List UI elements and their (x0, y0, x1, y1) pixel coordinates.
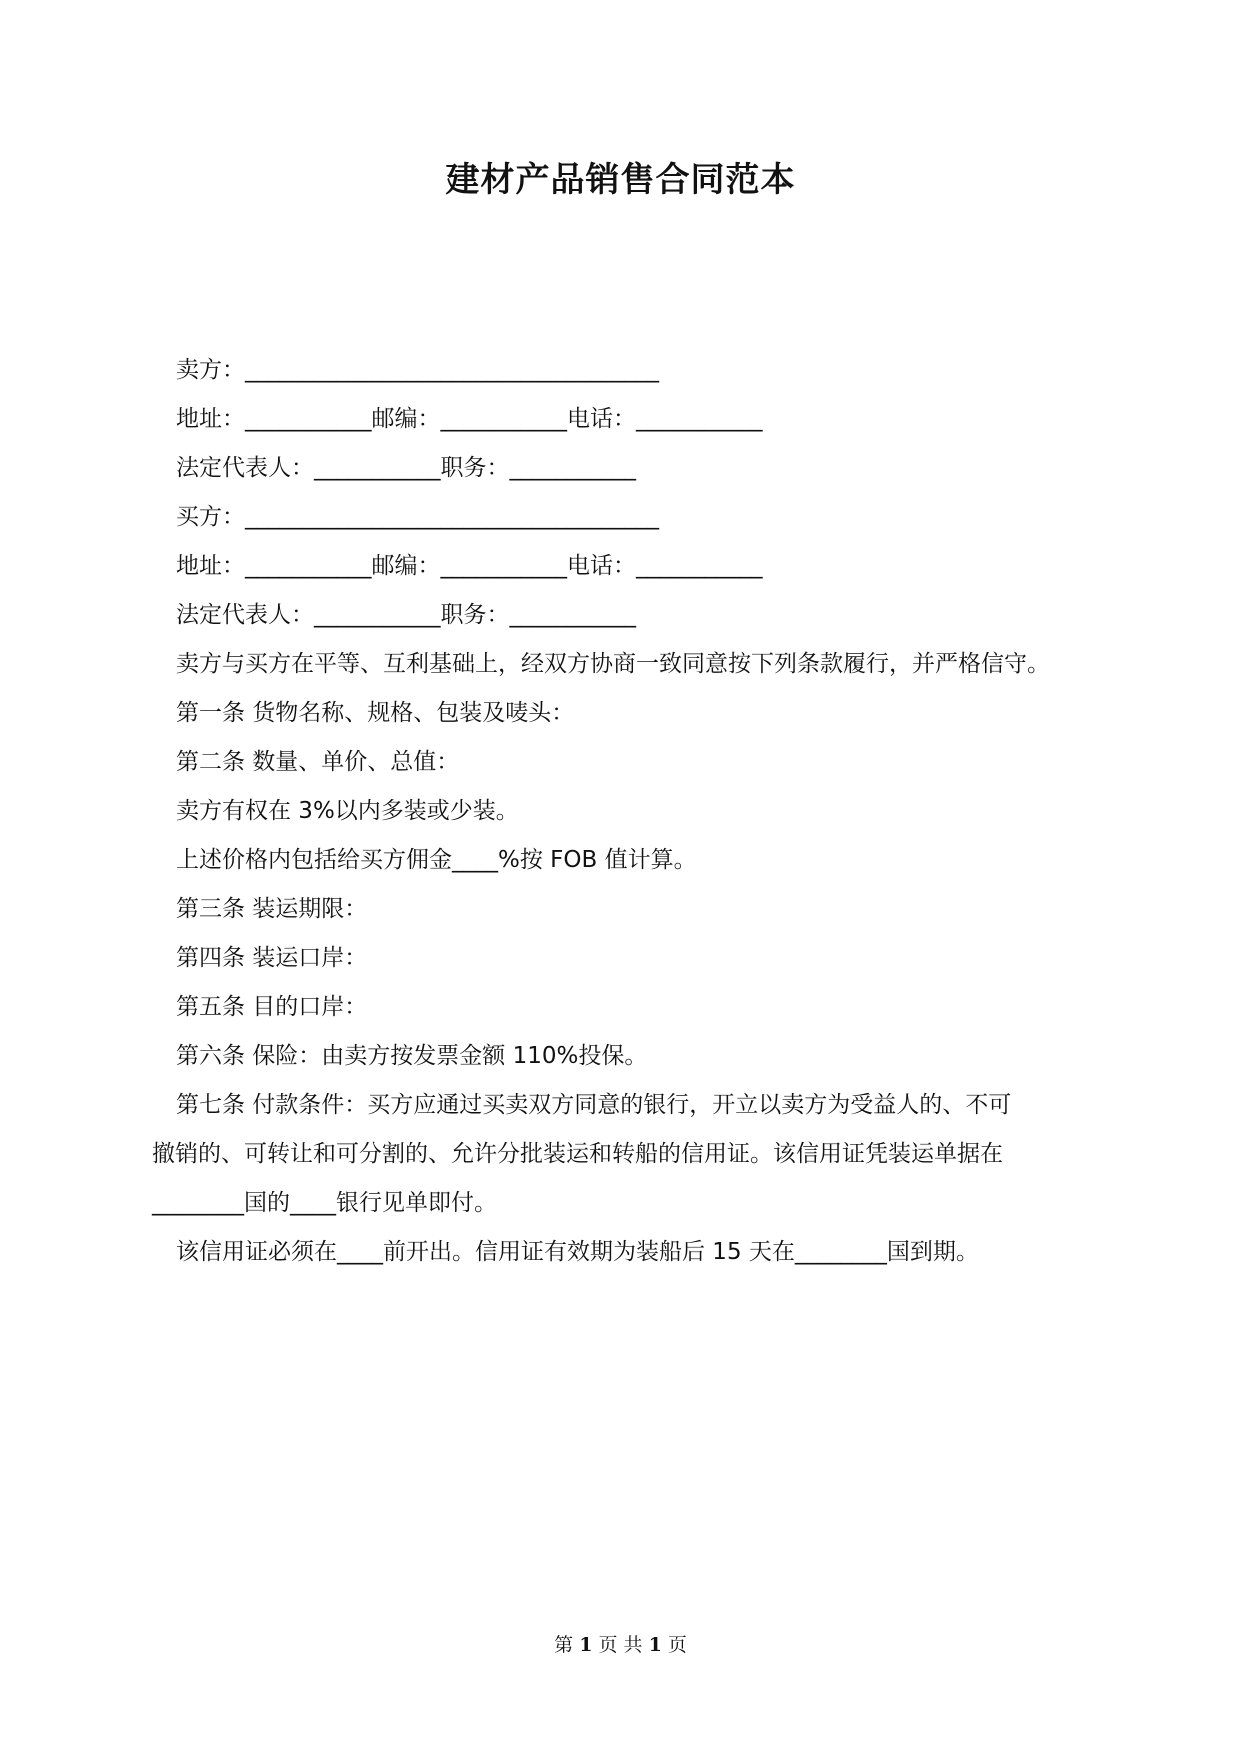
footer-suffix: 页 (661, 1634, 687, 1656)
seller-representative-line: 法定代表人：___________职务：___________ (176, 455, 636, 481)
document-title: 建材产品销售合同范本 (445, 160, 796, 200)
clause-7-bank-line: ________国的____银行见单即付。 (152, 1190, 497, 1216)
clause-2-commission: 上述价格内包括给买方佣金____%按 FOB 值计算。 (176, 847, 697, 873)
clause-1: 第一条 货物名称、规格、包装及唛头： (176, 700, 575, 726)
footer-total-pages: 1 (648, 1634, 662, 1656)
footer-page-number: 1 (579, 1634, 593, 1656)
clause-2: 第二条 数量、单价、总值： (176, 749, 460, 775)
seller-address-line: 地址：___________邮编：___________电话：___________ (176, 406, 763, 432)
clause-4: 第四条 装运口岸： (176, 945, 368, 971)
clause-3: 第三条 装运期限： (176, 896, 368, 922)
clause-6: 第六条 保险：由卖方按发票金额 110%投保。 (176, 1043, 648, 1069)
footer-middle: 页 共 (592, 1634, 649, 1656)
buyer-address-line: 地址：___________邮编：___________电话：___________ (176, 553, 763, 579)
preamble-paragraph: 卖方与买方在平等、互利基础上，经双方协商一致同意按下列条款履行，并严格信守。 (176, 651, 1050, 677)
clause-2-tolerance: 卖方有权在 3%以内多装或少装。 (176, 798, 519, 824)
buyer-name-line: 买方：____________________________________ (176, 504, 659, 530)
buyer-representative-line: 法定代表人：___________职务：___________ (176, 602, 636, 628)
credit-validity-paragraph: 该信用证必须在____前开出。信用证有效期为装船后 15 天在________国到期。 (176, 1239, 979, 1265)
clause-5: 第五条 目的口岸： (176, 994, 368, 1020)
clause-7: 第七条 付款条件：买方应通过买卖双方同意的银行，开立以卖方为受益人的、不可 (176, 1092, 1012, 1118)
clause-7-continued: 撤销的、可转让和可分割的、允许分批装运和转船的信用证。该信用证凭装运单据在 (152, 1141, 1003, 1167)
page-footer (0, 1632, 1241, 1658)
seller-name-line: 卖方：____________________________________ (176, 357, 659, 383)
footer-prefix: 第 (554, 1634, 580, 1656)
